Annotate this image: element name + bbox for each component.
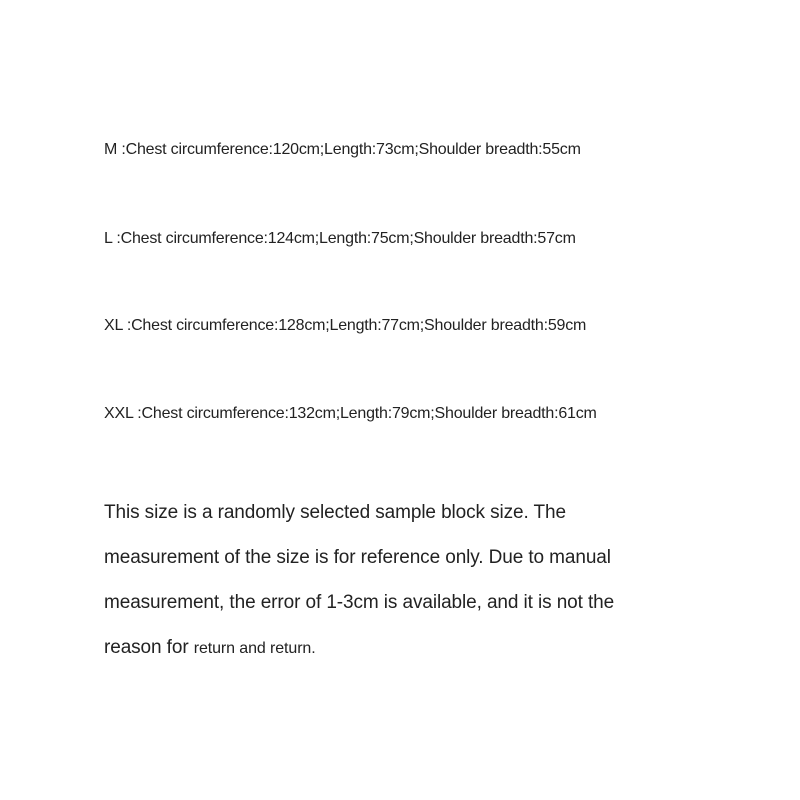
size-m-row: M :Chest circumference:120cm;Length:73cm;Shoulder breadth:55cm (104, 141, 581, 158)
note-line-4-start: reason for (104, 637, 194, 658)
measurement-note (104, 490, 724, 671)
note-line-1: This size is a randomly selected sample block size. The (104, 502, 566, 523)
note-line-4 (104, 625, 724, 671)
note-line-2: measurement of the size is for reference only. Due to manual (104, 547, 611, 568)
size-l-row: L :Chest circumference:124cm;Length:75cm;Shoulder breadth:57cm (104, 230, 576, 247)
size-xl-row: XL :Chest circumference:128cm;Length:77cm;Shoulder breadth:59cm (104, 317, 587, 334)
note-line-4-end: return and return. (193, 640, 316, 657)
size-xxl-row: XXL :Chest circumference:132cm;Length:79cm;Shoulder breadth:61cm (104, 405, 597, 422)
note-line-3: measurement, the error of 1-3cm is available, and it is not the (104, 592, 615, 613)
